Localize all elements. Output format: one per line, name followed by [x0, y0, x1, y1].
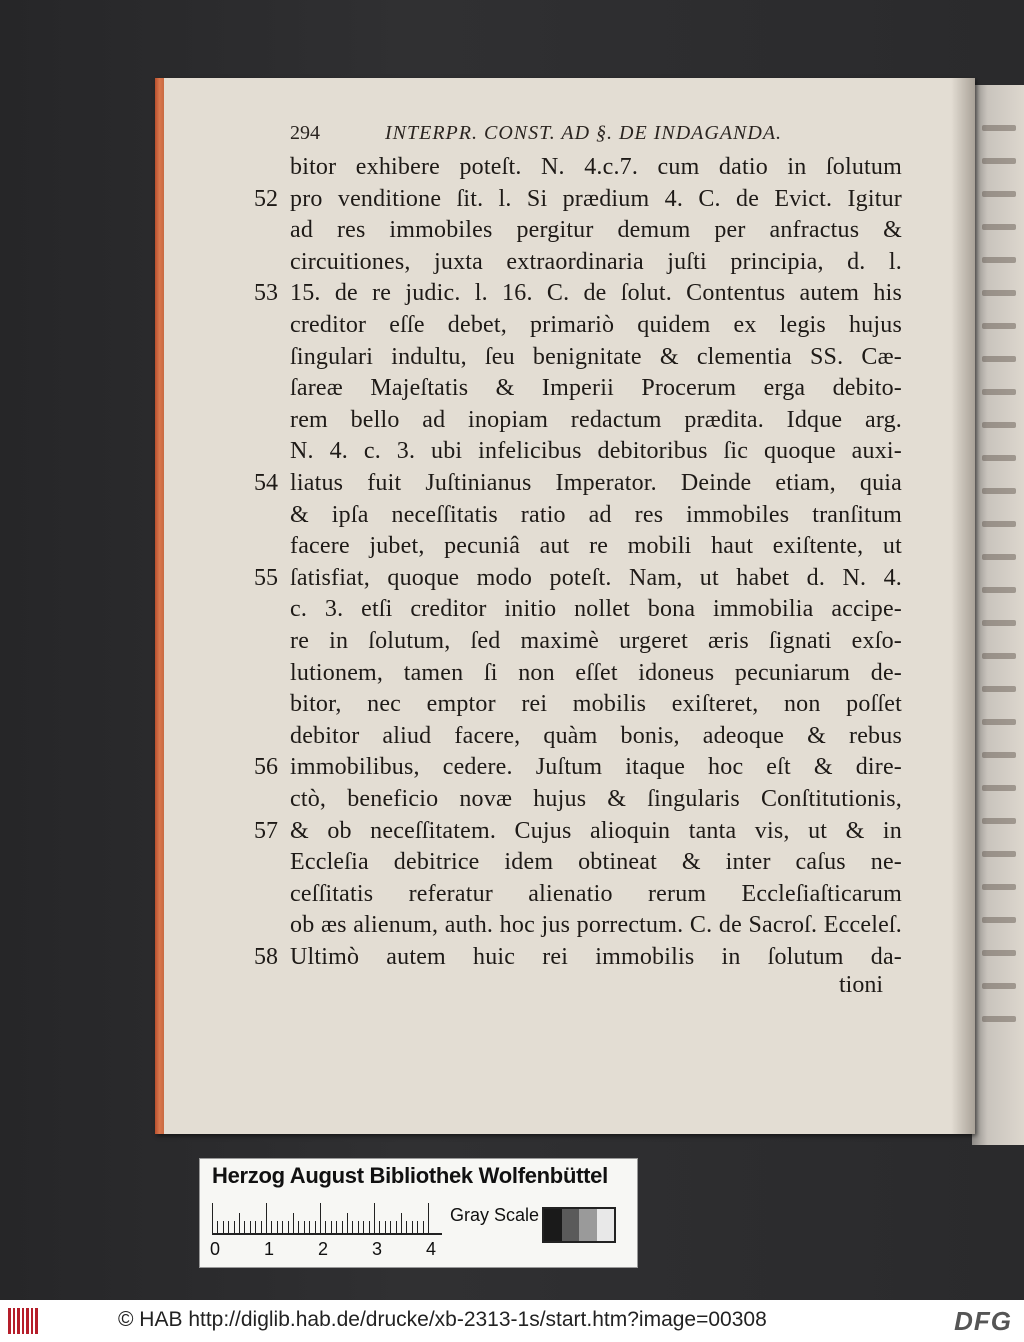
ruler-number: 3 [372, 1239, 383, 1259]
text-line: facere jubet, pecuniâ aut re mobili haut exiſtente, ut [290, 533, 902, 559]
ruler-tick [304, 1221, 305, 1233]
facing-page-text-fragment [982, 620, 1016, 626]
ruler-tick [212, 1203, 213, 1233]
ruler-tick [347, 1213, 348, 1233]
ruler-tick [282, 1221, 283, 1233]
facing-page-text-fragment [982, 950, 1016, 956]
facing-page-text-fragment [982, 488, 1016, 494]
page-red-edge [155, 78, 164, 1134]
ruler-tick [315, 1221, 316, 1233]
ruler-tick [244, 1221, 245, 1233]
ruler-tick [277, 1221, 278, 1233]
text-line: re in ſolutum, ſed maximè urgeret æris ſignati exſo- [290, 628, 902, 654]
margin-number: 52 [254, 186, 278, 212]
ruler-tick [401, 1213, 402, 1233]
margin-number: 55 [254, 565, 278, 591]
ruler-tick [352, 1221, 353, 1233]
ruler-tick [379, 1221, 380, 1233]
ruler-tick [239, 1213, 240, 1233]
page-gutter-shadow [951, 78, 975, 1134]
facing-page-text-fragment [982, 257, 1016, 263]
ruler-tick [234, 1221, 235, 1233]
hab-logo-icon [8, 1308, 38, 1334]
margin-number: 58 [254, 944, 278, 970]
text-line: N. 4. c. 3. ubi infelicibus debitoribus ſic quoque auxi- [290, 438, 902, 464]
ruler-tick [288, 1221, 289, 1233]
text-line: Eccleſia debitrice idem obtineat & inter caſus ne- [290, 849, 902, 875]
color-scale-card [199, 1158, 638, 1268]
ruler-tick [271, 1221, 272, 1233]
text-line: debitor aliud facere, quàm bonis, adeoque & rebus [290, 723, 902, 749]
facing-page-text-fragment [982, 818, 1016, 824]
ruler-tick [325, 1221, 326, 1233]
facing-page-text-fragment [982, 686, 1016, 692]
text-line: pro venditione ſit. l. Si prædium 4. C. de Evict. Igitur [290, 186, 902, 212]
ruler-scale [212, 1203, 442, 1235]
facing-page-text-fragment [982, 587, 1016, 593]
text-line: 15. de re judic. l. 16. C. de ſolut. Contentus autem his [290, 280, 902, 306]
running-head: INTERPR. CONST. AD §. DE INDAGANDA. [385, 122, 783, 144]
ruler-tick [223, 1221, 224, 1233]
gray-scale-swatch [542, 1207, 616, 1243]
text-line: ceſſitatis referatur alienatio rerum Eccleſiaſticarum [290, 881, 902, 907]
text-line: creditor eſſe debet, primariò quidem ex legis hujus [290, 312, 902, 338]
facing-page-text-fragment [982, 455, 1016, 461]
footer-credit-link[interactable]: © HAB http://diglib.hab.de/drucke/xb-2313-1s/start.htm?image=00308 [118, 1308, 767, 1331]
facing-page-text-fragment [982, 884, 1016, 890]
facing-page-text-fragment [982, 653, 1016, 659]
facing-page-text-fragment [982, 554, 1016, 560]
ruler-tick [298, 1221, 299, 1233]
text-line: ad res immobiles pergitur demum per anfractus & [290, 217, 902, 243]
text-line: ſatisfiat, quoque modo poteſt. Nam, ut habet d. N. 4. [290, 565, 902, 591]
page-number: 294 [290, 122, 320, 144]
ruler-tick [406, 1221, 407, 1233]
card-title: Herzog August Bibliothek Wolfenbüttel [212, 1163, 608, 1188]
ruler-tick [385, 1221, 386, 1233]
ruler-tick [374, 1203, 375, 1233]
gray-scale-label: Gray Scale [450, 1205, 540, 1225]
text-line: ctò, beneficio novæ hujus & ſingularis Conſtitutionis, [290, 786, 902, 812]
text-line: lutionem, tamen ſi non eſſet idoneus pecuniarum de- [290, 660, 902, 686]
ruler-tick [309, 1221, 310, 1233]
text-line: rem bello ad inopiam redactum prædita. Idque arg. [290, 407, 902, 433]
facing-page-text-fragment [982, 290, 1016, 296]
facing-page-text-fragment [982, 158, 1016, 164]
footer-bar [0, 1300, 1024, 1342]
facing-page-text-fragment [982, 224, 1016, 230]
ruler-number: 2 [318, 1239, 329, 1259]
facing-page-text-fragment [982, 851, 1016, 857]
ruler-tick [369, 1221, 370, 1233]
margin-number: 53 [254, 280, 278, 306]
ruler-number: 0 [210, 1239, 221, 1259]
ruler-tick [293, 1213, 294, 1233]
ruler-tick [336, 1221, 337, 1233]
ruler-tick [396, 1221, 397, 1233]
text-line: circuitiones, juxta extraordinaria juſti principia, d. l. [290, 249, 902, 275]
ruler-tick [255, 1221, 256, 1233]
facing-page-edge [972, 85, 1024, 1145]
facing-page-text-fragment [982, 521, 1016, 527]
text-line: immobilibus, cedere. Juſtum itaque hoc eſt & dire- [290, 754, 902, 780]
ruler-tick [228, 1221, 229, 1233]
text-line: bitor exhibere poteſt. N. 4.c.7. cum datio in ſolutum [290, 154, 902, 180]
catchword: tioni [838, 972, 883, 998]
facing-page-text-fragment [982, 917, 1016, 923]
text-line: ſingulari indultu, ſeu benignitate & clementia SS. Cæ- [290, 344, 902, 370]
ruler-tick [320, 1203, 321, 1233]
facing-page-text-fragment [982, 125, 1016, 131]
ruler-number: 4 [426, 1239, 437, 1259]
ruler-tick [342, 1221, 343, 1233]
ruler-tick [358, 1221, 359, 1233]
dfg-logo: DFG [954, 1306, 1012, 1336]
ruler-tick [217, 1221, 218, 1233]
ruler-tick [423, 1221, 424, 1233]
text-line: bitor, nec emptor rei mobilis exiſteret, non poſſet [290, 691, 902, 717]
facing-page-text-fragment [982, 983, 1016, 989]
text-line: c. 3. etſi creditor initio nollet bona immobilia accipe- [290, 596, 902, 622]
facing-page-text-fragment [982, 356, 1016, 362]
ruler-tick [250, 1221, 251, 1233]
ruler-number: 1 [264, 1239, 275, 1259]
text-line: ſareæ Majeſtatis & Imperii Procerum erga debito- [290, 375, 902, 401]
text-line: & ipſa neceſſitatis ratio ad res immobiles tranſitum [290, 502, 902, 528]
margin-number: 56 [254, 754, 278, 780]
text-line: ob æs alienum, auth. hoc jus porrectum. C. de Sacroſ. Ecceleſ. [290, 912, 902, 938]
facing-page-text-fragment [982, 191, 1016, 197]
ruler-tick [331, 1221, 332, 1233]
text-line: liatus fuit Juſtinianus Imperator. Deinde etiam, quia [290, 470, 902, 496]
ruler-tick [266, 1203, 267, 1233]
margin-number: 57 [254, 818, 278, 844]
facing-page-text-fragment [982, 752, 1016, 758]
facing-page-text-fragment [982, 389, 1016, 395]
ruler-tick [363, 1221, 364, 1233]
text-line: & ob neceſſitatem. Cujus alioquin tanta vis, ut & in [290, 818, 902, 844]
facing-page-text-fragment [982, 785, 1016, 791]
margin-number: 54 [254, 470, 278, 496]
facing-page-text-fragment [982, 1016, 1016, 1022]
ruler-tick [412, 1221, 413, 1233]
text-line: Ultimò autem huic rei immobilis in ſolutum da- [290, 944, 902, 970]
ruler-tick [261, 1221, 262, 1233]
facing-page-text-fragment [982, 323, 1016, 329]
ruler-tick [390, 1221, 391, 1233]
facing-page-text-fragment [982, 422, 1016, 428]
ruler-tick [417, 1221, 418, 1233]
ruler-tick [428, 1203, 429, 1233]
facing-page-text-fragment [982, 719, 1016, 725]
